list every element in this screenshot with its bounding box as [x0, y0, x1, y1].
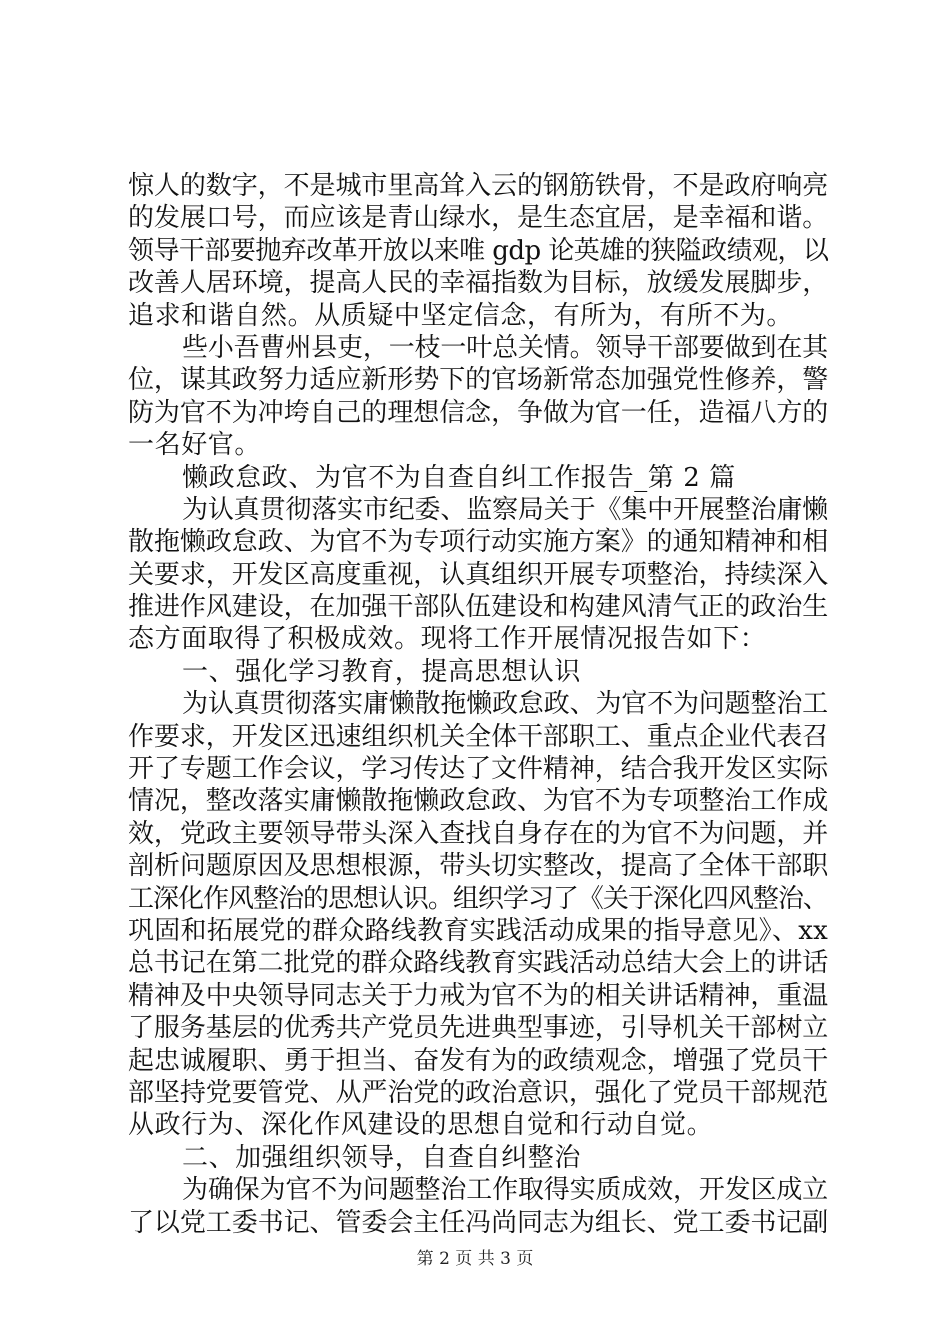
- text-line: 开了专题工作会议，学习传达了文件精神，结合我开发区实际: [128, 754, 829, 785]
- text-line: 领导干部要抛弃改革开放以来唯 gdp 论英雄的狭隘政绩观，以: [128, 235, 829, 266]
- text-line: 些小吾曹州县吏，一枝一叶总关情。领导干部要做到在其: [182, 332, 829, 363]
- text-line: 了以党工委书记、管委会主任冯尚同志为组长、党工委书记副: [128, 1207, 829, 1238]
- text-line: 的发展口号，而应该是青山绿水，是生态宜居，是幸福和谐。: [128, 203, 829, 234]
- text-line: 作要求，开发区迅速组织机关全体干部职工、重点企业代表召: [128, 721, 829, 752]
- text-line: 二、加强组织领导，自查自纠整治: [182, 1142, 582, 1173]
- text-line: 剖析问题原因及思想根源，带头切实整改，提高了全体干部职: [128, 851, 829, 882]
- text-line: 改善人居环境，提高人民的幸福指数为目标，放缓发展脚步，: [128, 268, 829, 299]
- text-line: 懒政怠政、为官不为自查自纠工作报告_第 2 篇: [182, 462, 736, 493]
- text-line: 惊人的数字，不是城市里高耸入云的钢筋铁骨，不是政府响亮: [128, 171, 829, 201]
- text-line: 关要求，开发区高度重视，认真组织开展专项整治，持续深入: [128, 559, 829, 590]
- text-line: 为认真贯彻落实庸懒散拖懒政怠政、为官不为问题整治工: [182, 689, 829, 720]
- text-line: 态方面取得了积极成效。现将工作开展情况报告如下：: [128, 624, 767, 655]
- text-line: 防为官不为冲垮自己的理想信念，争做为官一任，造福八方的: [128, 397, 829, 428]
- text-line: 了服务基层的优秀共产党员先进典型事迹，引导机关干部树立: [128, 1013, 829, 1044]
- text-line: 效，党政主要领导带头深入查找自身存在的为官不为问题，并: [128, 818, 829, 849]
- text-line: 一名好官。: [128, 430, 262, 461]
- text-line: 一、强化学习教育，提高思想认识: [182, 656, 582, 687]
- text-line: 精神及中央领导同志关于力戒为官不为的相关讲话精神，重温: [128, 980, 829, 1011]
- text-line: 总书记在第二批党的群众路线教育实践活动总结大会上的讲话: [128, 948, 829, 979]
- text-line: 从政行为、深化作风建设的思想自觉和行动自觉。: [128, 1110, 714, 1141]
- text-line: 部坚持党要管党、从严治党的政治意识，强化了党员干部规范: [128, 1077, 829, 1108]
- text-line: 为确保为官不为问题整治工作取得实质成效，开发区成立: [182, 1175, 829, 1206]
- text-line: 散拖懒政怠政、为官不为专项行动实施方案》的通知精神和相: [128, 527, 829, 558]
- text-line: 推进作风建设，在加强干部队伍建设和构建风清气正的政治生: [128, 592, 829, 623]
- text-line: 追求和谐自然。从质疑中坚定信念，有所为，有所不为。: [128, 300, 794, 331]
- text-line: 工深化作风整治的思想认识。组织学习了《关于深化四风整治、: [128, 883, 828, 914]
- document-body: [128, 170, 828, 1239]
- text-line: 为认真贯彻落实市纪委、监察局关于《集中开展整治庸懒: [182, 494, 829, 525]
- text-line: 起忠诚履职、勇于担当、奋发有为的政绩观念，增强了党员干: [128, 1045, 829, 1076]
- text-line: 巩固和拓展党的群众路线教育实践活动成果的指导意见》、xx: [128, 915, 829, 946]
- page-footer: 第 2 页 共 3 页: [416, 1249, 534, 1269]
- text-line: 情况，整改落实庸懒散拖懒政怠政、为官不为专项整治工作成: [128, 786, 829, 817]
- text-line: 位，谋其政努力适应新形势下的官场新常态加强党性修养，警: [128, 365, 829, 396]
